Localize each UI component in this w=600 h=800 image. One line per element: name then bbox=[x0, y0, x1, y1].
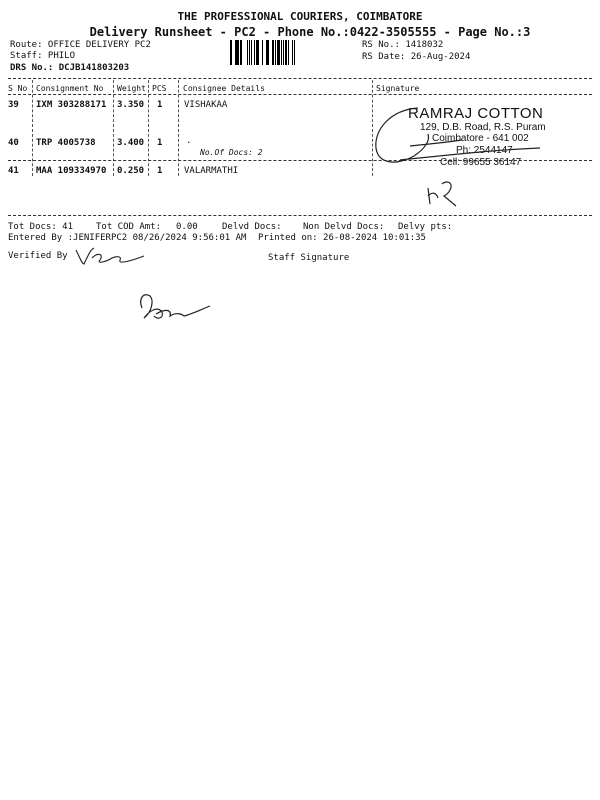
row-consignee: VALARMATHI bbox=[184, 166, 239, 176]
row-consignment-no: TRP 4005738 bbox=[36, 138, 96, 148]
stamp-cell: Cell: 99655 36147 bbox=[440, 157, 522, 168]
col-separator bbox=[113, 80, 114, 176]
total-cod-value: 0.00 bbox=[176, 222, 198, 232]
staff-label: Staff: PHILO bbox=[10, 51, 76, 61]
staff-signature bbox=[132, 288, 222, 328]
col-weight: Weight bbox=[117, 84, 146, 93]
row-doc-count: No.Of Docs: 2 bbox=[200, 148, 263, 157]
row-consignment-no: IXM 303288171 bbox=[36, 100, 107, 110]
row-sno: 40 bbox=[8, 138, 19, 148]
barcode bbox=[230, 40, 358, 65]
stamp-address: 129, D.B. Road, R.S. Puram bbox=[420, 122, 546, 133]
company-name: THE PROFESSIONAL COURIERS, COIMBATORE bbox=[177, 10, 423, 23]
row-pcs: 1 bbox=[157, 138, 163, 148]
runsheet-title: Delivery Runsheet - PC2 - Phone No.:0422-3505555 - Page No.:3 bbox=[89, 25, 531, 39]
header-bottom-rule bbox=[8, 94, 592, 95]
total-docs: Tot Docs: 41 bbox=[8, 222, 74, 232]
non-delivered-docs: Non Delvd Docs: bbox=[303, 222, 385, 232]
verified-by-label: Verified By bbox=[8, 251, 68, 261]
row-sno: 41 bbox=[8, 166, 19, 176]
col-separator bbox=[148, 80, 149, 176]
col-consignment: Consignment No bbox=[36, 84, 104, 93]
row-consignment-no: MAA 109334970 bbox=[36, 166, 107, 176]
row-consignee: VISHAKAA bbox=[184, 100, 228, 110]
row-pcs: 1 bbox=[157, 166, 163, 176]
col-sno: S No bbox=[8, 84, 28, 93]
row-weight: 0.250 bbox=[117, 166, 145, 176]
row-weight: 3.400 bbox=[117, 138, 145, 148]
row-weight: 3.350 bbox=[117, 100, 145, 110]
total-cod-label: Tot COD Amt: bbox=[96, 222, 162, 232]
rs-number: RS No.: 1418032 bbox=[362, 40, 444, 50]
col-consignee: Consignee Details bbox=[183, 84, 265, 93]
rs-date: RS Date: 26-Aug-2024 bbox=[362, 52, 471, 62]
col-signature: Signature bbox=[376, 84, 420, 93]
row-pcs: 1 bbox=[157, 100, 163, 110]
header-top-rule bbox=[8, 78, 592, 79]
drs-number: DRS No.: DCJB141803203 bbox=[10, 63, 130, 73]
staff-signature-label: Staff Signature bbox=[268, 253, 350, 263]
route-label: Route: OFFICE DELIVERY PC2 bbox=[10, 40, 151, 50]
col-pcs: PCS bbox=[152, 84, 167, 93]
stamp-name: RAMRAJ COTTON bbox=[408, 105, 544, 122]
col-separator bbox=[178, 80, 179, 176]
delivered-docs: Delvd Docs: bbox=[222, 222, 282, 232]
col-separator bbox=[32, 80, 33, 176]
table-bottom-rule bbox=[8, 215, 592, 216]
stamp-city: Coimbatore - 641 002 bbox=[432, 133, 529, 144]
consignee-signature bbox=[370, 100, 570, 210]
verified-by-signature bbox=[72, 244, 152, 268]
stamp-phone: Ph: 2544147 bbox=[456, 145, 513, 156]
row-consignee: . bbox=[186, 136, 192, 146]
entered-by: Entered By :JENIFERPC2 08/26/2024 9:56:01 AM bbox=[8, 233, 247, 243]
barcode-bar bbox=[295, 40, 296, 65]
delivery-points: Delvy pts: bbox=[398, 222, 453, 232]
row-sno: 39 bbox=[8, 100, 19, 110]
printed-on: Printed on: 26-08-2024 10:01:35 bbox=[258, 233, 426, 243]
